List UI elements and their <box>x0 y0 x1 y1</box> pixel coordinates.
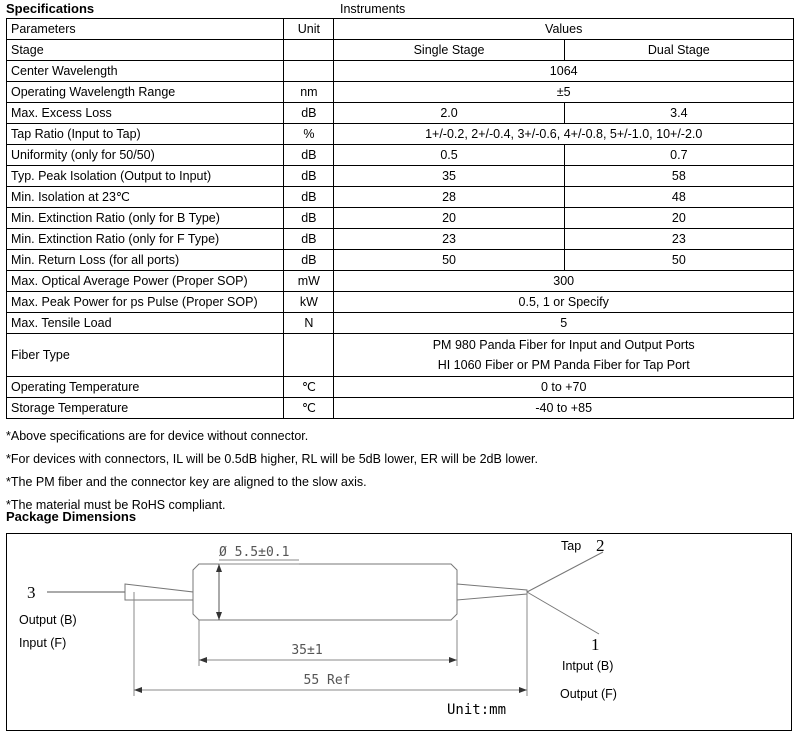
column-header-unit: Unit <box>284 19 334 40</box>
len35-arrow-left <box>199 657 207 663</box>
table-row <box>7 334 794 377</box>
len55-arrow-left <box>134 687 142 693</box>
package-dimensions-title: Package Dimensions <box>6 509 137 524</box>
row-parameter: Storage Temperature <box>7 398 284 419</box>
table-header-row <box>7 19 794 40</box>
diameter-arrow-top <box>216 564 222 572</box>
row-value-line-2: HI 1060 Fiber or PM Panda Fiber for Tap Port <box>437 358 690 372</box>
row-unit <box>284 61 334 82</box>
port-3-output-label: Output (B) <box>19 613 77 627</box>
row-parameter: Min. Extinction Ratio (only for B Type) <box>7 208 284 229</box>
len55-arrow-right <box>519 687 527 693</box>
row-value: 300 <box>334 271 794 292</box>
row-parameter: Tap Ratio (Input to Tap) <box>7 124 284 145</box>
subheader-dual-stage: Dual Stage <box>564 40 793 61</box>
table-row <box>7 398 794 419</box>
row-value-single-stage: 28 <box>334 187 564 208</box>
row-unit: ℃ <box>284 377 334 398</box>
row-unit: dB <box>284 166 334 187</box>
row-parameter: Operating Temperature <box>7 377 284 398</box>
table-row <box>7 187 794 208</box>
table-row <box>7 208 794 229</box>
port-1-input-label: Intput (B) <box>562 659 614 673</box>
brand-label: Instruments <box>340 2 406 16</box>
document-header <box>6 0 794 18</box>
row-parameter: Max. Excess Loss <box>7 103 284 124</box>
row-value-line-1: PM 980 Panda Fiber for Input and Output Ports <box>432 338 695 352</box>
right-fiber-line <box>527 592 599 634</box>
row-parameter: Min. Isolation at 23℃ <box>7 187 284 208</box>
table-row <box>7 82 794 103</box>
table-row <box>7 61 794 82</box>
total-length-label: 55 Ref <box>303 673 351 688</box>
note-line: *The PM fiber and the connector key are aligned to the slow axis. <box>6 475 367 489</box>
row-parameter: Min. Return Loss (for all ports) <box>7 250 284 271</box>
table-row <box>7 103 794 124</box>
row-value-single-stage: 50 <box>334 250 564 271</box>
row-parameter: Center Wavelength <box>7 61 284 82</box>
note-line: *Above specifications are for device without connector. <box>6 429 309 443</box>
row-parameter: Max. Tensile Load <box>7 313 284 334</box>
diameter-label: Ø 5.5±0.1 <box>219 545 290 560</box>
package-drawing-svg <box>7 534 791 730</box>
port-3-number: 3 <box>27 583 36 602</box>
unit-note-label: Unit:mm <box>447 702 507 718</box>
row-value-dual-stage: 3.4 <box>564 103 793 124</box>
row-parameter: Max. Peak Power for ps Pulse (Proper SOP) <box>7 292 284 313</box>
table-row <box>7 166 794 187</box>
row-value-single-stage: 0.5 <box>334 145 564 166</box>
row-value-dual-stage: 20 <box>564 208 793 229</box>
table-row <box>7 229 794 250</box>
row-value-dual-stage: 0.7 <box>564 145 793 166</box>
row-unit-stage <box>284 40 334 61</box>
row-parameter: Max. Optical Average Power (Proper SOP) <box>7 271 284 292</box>
row-value <box>334 334 794 377</box>
row-value: 0 to +70 <box>334 377 794 398</box>
package-dimensions-figure <box>6 533 792 731</box>
port-1-output-label: Output (F) <box>560 687 617 701</box>
len35-arrow-right <box>449 657 457 663</box>
row-label-stage: Stage <box>7 40 284 61</box>
table-row <box>7 271 794 292</box>
row-value: -40 to +85 <box>334 398 794 419</box>
row-unit: dB <box>284 208 334 229</box>
row-value: 1+/-0.2, 2+/-0.4, 3+/-0.6, 4+/-0.8, 5+/-1.0, 10+/-2.0 <box>334 124 794 145</box>
body-tube <box>193 564 457 620</box>
right-boot-taper <box>457 584 527 600</box>
body-length-label: 35±1 <box>291 643 323 658</box>
tap-fiber-line <box>527 552 603 592</box>
row-parameter: Min. Extinction Ratio (only for F Type) <box>7 229 284 250</box>
row-value: 5 <box>334 313 794 334</box>
row-value-dual-stage: 50 <box>564 250 793 271</box>
row-unit: nm <box>284 82 334 103</box>
specifications-table <box>6 18 794 419</box>
row-value-single-stage: 20 <box>334 208 564 229</box>
column-header-values: Values <box>334 19 794 40</box>
row-unit: dB <box>284 187 334 208</box>
table-row <box>7 313 794 334</box>
row-unit <box>284 334 334 377</box>
row-value: 0.5, 1 or Specify <box>334 292 794 313</box>
tap-port-label: Tap <box>561 539 582 553</box>
row-parameter: Uniformity (only for 50/50) <box>7 145 284 166</box>
table-row <box>7 292 794 313</box>
port-1-number: 1 <box>591 635 600 654</box>
row-value-dual-stage: 48 <box>564 187 793 208</box>
row-unit: dB <box>284 229 334 250</box>
row-parameter: Fiber Type <box>7 334 284 377</box>
row-value-single-stage: 35 <box>334 166 564 187</box>
row-value-single-stage: 2.0 <box>334 103 564 124</box>
row-unit: kW <box>284 292 334 313</box>
diameter-arrow-bottom <box>216 612 222 620</box>
table-row <box>7 377 794 398</box>
left-boot-taper <box>125 584 193 600</box>
note-line: *The material must be RoHS compliant. <box>6 498 226 512</box>
row-value: 1064 <box>334 61 794 82</box>
row-unit: dB <box>284 145 334 166</box>
row-value: ±5 <box>334 82 794 103</box>
note-line: *For devices with connectors, IL will be 0.5dB higher, RL will be 5dB lower, ER will be 2dB lower. <box>6 452 538 466</box>
table-row <box>7 145 794 166</box>
row-parameter: Typ. Peak Isolation (Output to Input) <box>7 166 284 187</box>
port-3-input-label: Input (F) <box>19 636 67 650</box>
row-unit: dB <box>284 103 334 124</box>
row-unit: mW <box>284 271 334 292</box>
tap-port-number: 2 <box>596 536 605 555</box>
column-header-parameters: Parameters <box>7 19 284 40</box>
page-title: Specifications <box>6 1 95 16</box>
subheader-single-stage: Single Stage <box>334 40 564 61</box>
row-unit: % <box>284 124 334 145</box>
notes-list <box>6 425 786 517</box>
row-unit: ℃ <box>284 398 334 419</box>
row-parameter: Operating Wavelength Range <box>7 82 284 103</box>
row-unit: N <box>284 313 334 334</box>
row-value-single-stage: 23 <box>334 229 564 250</box>
row-unit: dB <box>284 250 334 271</box>
table-row-stage <box>7 40 794 61</box>
row-value-dual-stage: 23 <box>564 229 793 250</box>
table-row <box>7 124 794 145</box>
table-row <box>7 250 794 271</box>
row-value-dual-stage: 58 <box>564 166 793 187</box>
